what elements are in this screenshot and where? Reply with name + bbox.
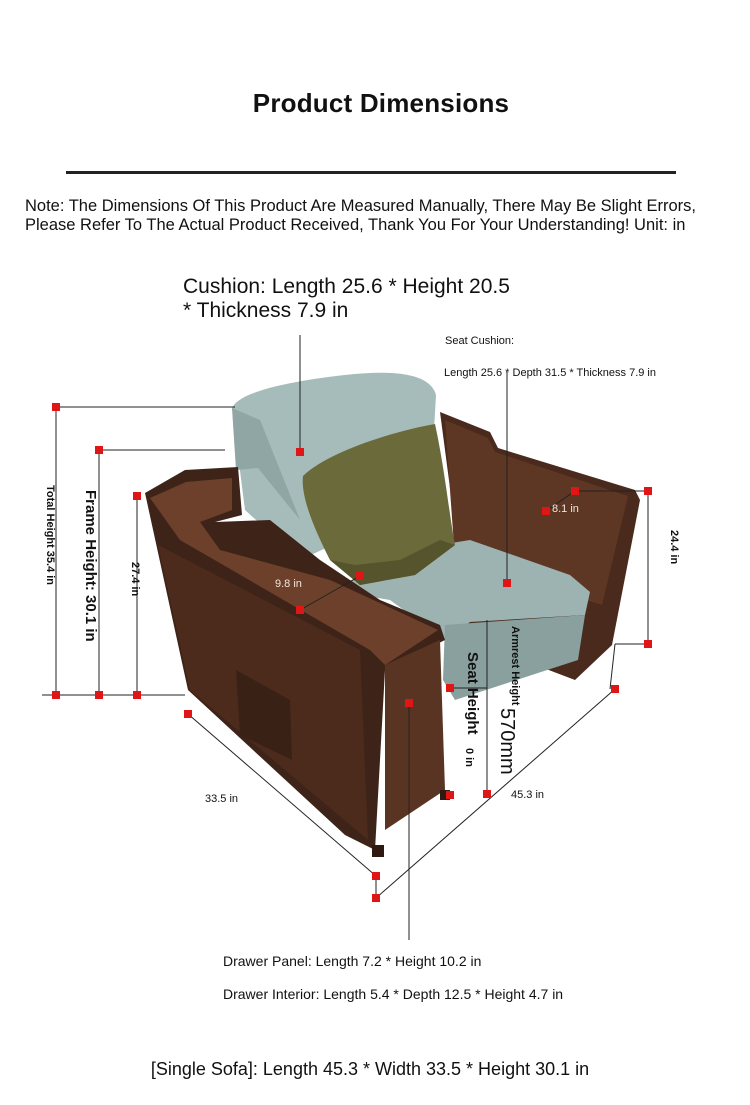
inner-height-label: 27.4 in (129, 562, 141, 597)
drawer-interior-dimensions: Drawer Interior: Length 5.4 * Depth 12.5 * Height 4.7 in (223, 986, 564, 1002)
back-cushion-dimensions: Cushion: Length 25.6 * Height 20.5 * Thickness 7.9 in (183, 275, 510, 322)
single-sofa-summary: [Single Sofa]: Length 45.3 * Width 33.5 * Height 30.1 in (150, 1059, 590, 1079)
seat-height-value: 0 in (463, 748, 475, 767)
drawer-panel (385, 640, 445, 830)
drawer-panel-dimensions: Drawer Panel: Length 7.2 * Height 10.2 in (223, 953, 482, 969)
seat-cushion-dimensions: Length 25.6 * Depth 31.5 * Thickness 7.9 in (444, 367, 656, 379)
armrest-width-label: 9.8 in (275, 578, 302, 590)
seat-cushion-heading: Seat Cushion: (445, 335, 515, 347)
length-label: 45.3 in (511, 789, 545, 801)
armrest-height-label: Armrest Height (509, 626, 521, 706)
seat-height-mm: 570mm (496, 708, 518, 775)
right-height-label: 24.4 in (668, 530, 680, 565)
page-title: Product Dimensions (252, 88, 510, 118)
right-arm-width-label: 8.1 in (552, 503, 579, 515)
width-label: 33.5 in (205, 793, 239, 805)
measurement-note: Note: The Dimensions Of This Product Are Measured Manually, There May Be Slight Errors, Please Refer To The Actual Product Received, Thank You For Your Understanding! Unit: in (25, 197, 696, 234)
total-height-label: Total Height 35.4 in (44, 485, 56, 586)
frame-height-label: Frame Height: 30.1 in (82, 490, 99, 642)
seat-height-label: Seat Height (464, 652, 481, 735)
